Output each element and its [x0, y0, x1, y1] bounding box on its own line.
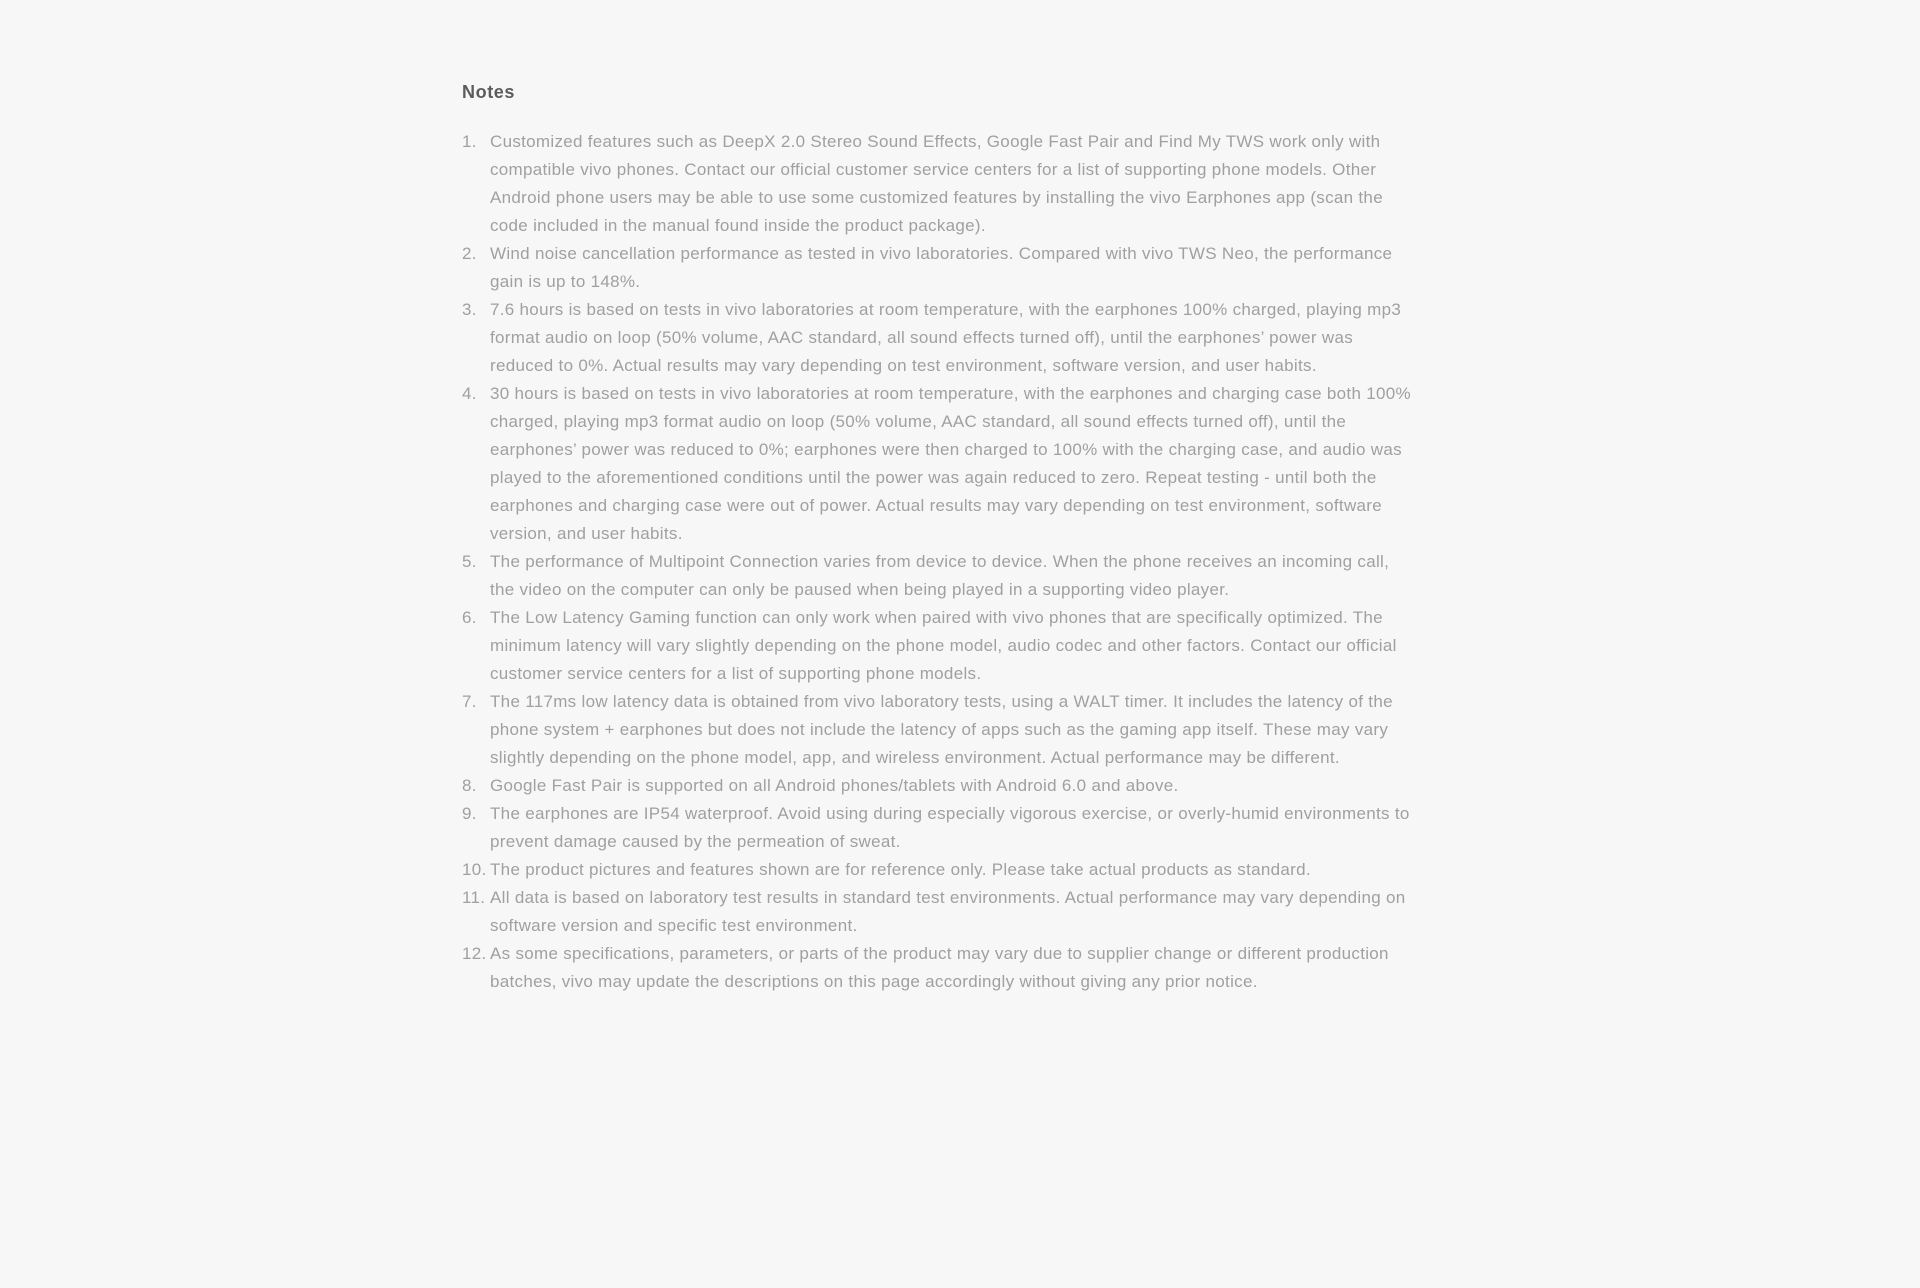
note-item: All data is based on laboratory test results in standard test environments. Actual performance may vary depending on software version and specific test environment.: [490, 888, 1406, 935]
note-item: The product pictures and features shown are for reference only. Please take actual products as standard.: [490, 860, 1311, 879]
note-item: 30 hours is based on tests in vivo laboratories at room temperature, with the earphones and charging case both 100% charged, playing mp3 format audio on loop (50% volume, AAC standard, all sound effects turned off), until the earphones’ power was reduced to 0%; earphones were then charged to 100% with the charging case, and audio was played to the aforementioned conditions until the power was again reduced to zero. Repeat testing - until both the earphones and charging case were out of power. Actual results may vary depending on test environment, software version, and user habits.: [490, 384, 1411, 543]
note-item: Google Fast Pair is supported on all Android phones/tablets with Android 6.0 and above.: [490, 776, 1179, 795]
notes-section: [462, 82, 1414, 996]
notes-heading: Notes: [462, 82, 516, 102]
note-item: 7.6 hours is based on tests in vivo laboratories at room temperature, with the earphones 100% charged, playing mp3 format audio on loop (50% volume, AAC standard, all sound effects turned off), until the earphones’ power was reduced to 0%. Actual results may vary depending on test environment, software version, and user habits.: [490, 300, 1402, 375]
note-item: As some specifications, parameters, or parts of the product may vary due to supplier change or different production batches, vivo may update the descriptions on this page accordingly without giving any prior notice.: [490, 944, 1389, 991]
note-item: The performance of Multipoint Connection varies from device to device. When the phone receives an incoming call, the video on the computer can only be paused when being played in a supporting video player.: [490, 552, 1390, 599]
note-item: Wind noise cancellation performance as tested in vivo laboratories. Compared with vivo TWS Neo, the performance gain is up to 148%.: [490, 244, 1393, 291]
notes-list: [462, 128, 1414, 996]
note-item: The Low Latency Gaming function can only work when paired with vivo phones that are specifically optimized. The minimum latency will vary slightly depending on the phone model, audio codec and other factors. Contact our official customer service centers for a list of supporting phone models.: [490, 608, 1397, 683]
note-item: Customized features such as DeepX 2.0 Stereo Sound Effects, Google Fast Pair and Find My TWS work only with compatible vivo phones. Contact our official customer service centers for a list of supporting phone models. Other Android phone users may be able to use some customized features by installing the vivo Earphones app (scan the code included in the manual found inside the product package).: [490, 132, 1383, 235]
note-item: The 117ms low latency data is obtained from vivo laboratory tests, using a WALT timer. It includes the latency of the phone system + earphones but does not include the latency of apps such as the gaming app itself. These may vary slightly depending on the phone model, app, and wireless environment. Actual performance may be different.: [490, 692, 1393, 767]
note-item: The earphones are IP54 waterproof. Avoid using during especially vigorous exercise, or overly-humid environments to prevent damage caused by the permeation of sweat.: [490, 804, 1410, 851]
